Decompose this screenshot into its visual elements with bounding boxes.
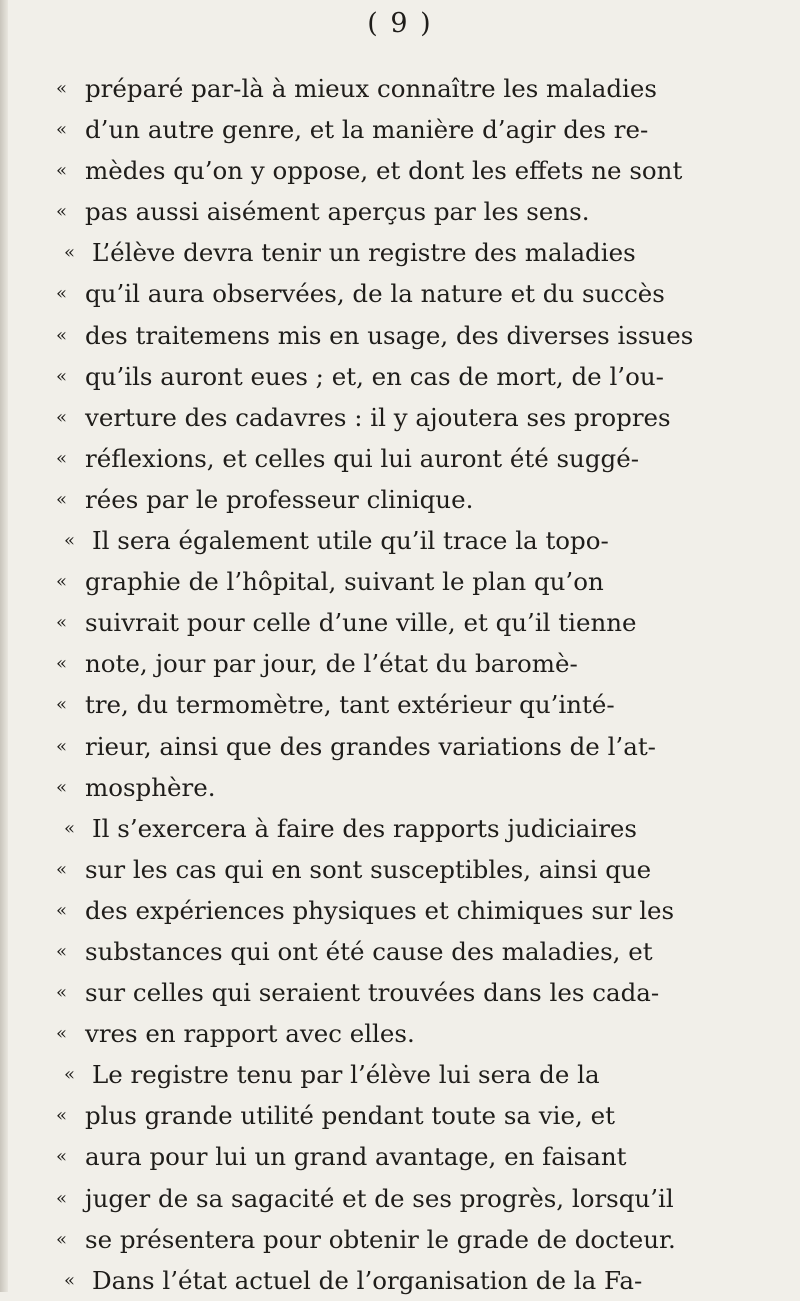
guillemet-marker: « xyxy=(56,201,68,223)
guillemet-marker: « xyxy=(56,78,68,99)
text-line xyxy=(56,972,780,1013)
guillemet-marker: « xyxy=(56,160,68,182)
line-text: rées par le professeur clinique. xyxy=(85,484,474,514)
text-line xyxy=(56,1219,780,1260)
text-line xyxy=(56,808,780,849)
guillemet-marker: « xyxy=(56,1105,68,1127)
line-text: mèdes qu’on y oppose, et dont les effets ne sont xyxy=(85,156,683,186)
line-text: note, jour par jour, de l’état du baromè- xyxy=(85,649,578,679)
line-text: pas aussi aisément aperçus par les sens. xyxy=(85,197,590,227)
line-text: L’élève devra tenir un registre des maladies xyxy=(92,238,636,268)
text-line xyxy=(56,191,780,232)
guillemet-marker: « xyxy=(56,940,68,962)
guillemet-marker: « xyxy=(56,694,68,716)
text-line xyxy=(56,602,780,643)
text-line xyxy=(56,849,780,890)
line-text: d’un autre genre, et la manière d’agir des re- xyxy=(85,115,649,145)
line-text: graphie de l’hôpital, suivant le plan qu’on xyxy=(85,567,604,597)
line-text: préparé par-là à mieux connaître les maladies xyxy=(85,74,657,103)
text-line xyxy=(56,1054,780,1095)
guillemet-marker: « xyxy=(56,1228,68,1250)
text-line xyxy=(56,273,780,314)
text-line xyxy=(56,1260,780,1301)
page-binding-edge xyxy=(0,0,8,1292)
line-text: qu’ils auront eues ; et, en cas de mort, de l’ou- xyxy=(85,361,664,391)
text-line xyxy=(56,150,780,191)
guillemet-marker: « xyxy=(64,817,76,839)
guillemet-marker: « xyxy=(64,1064,76,1086)
guillemet-marker: « xyxy=(56,735,68,757)
guillemet-marker: « xyxy=(56,982,68,1004)
guillemet-marker: « xyxy=(64,530,76,552)
text-line xyxy=(56,767,780,808)
line-text: substances qui ont été cause des maladies, et xyxy=(85,936,653,966)
guillemet-marker: « xyxy=(64,1269,76,1291)
guillemet-marker: « xyxy=(56,1146,68,1168)
line-text: se présentera pour obtenir le grade de docteur. xyxy=(85,1224,676,1254)
guillemet-marker: « xyxy=(56,324,68,346)
line-text: verture des cadavres : il y ajoutera ses propres xyxy=(85,402,671,432)
line-text: qu’il aura observées, de la nature et du succès xyxy=(85,279,665,309)
guillemet-marker: « xyxy=(64,242,76,264)
text-line xyxy=(56,68,780,109)
line-text: des traitemens mis en usage, des diverses issues xyxy=(85,320,694,350)
page-number: ( 9 ) xyxy=(367,8,433,39)
guillemet-marker: « xyxy=(56,119,68,141)
text-line xyxy=(56,1013,780,1054)
text-line xyxy=(56,1178,780,1219)
text-line xyxy=(56,232,780,273)
line-text: Il sera également utile qu’il trace la topo- xyxy=(92,526,609,556)
guillemet-marker: « xyxy=(56,653,68,675)
line-text: rieur, ainsi que des grandes variations de l’at- xyxy=(85,731,656,761)
text-line xyxy=(56,561,780,602)
line-text: sur les cas qui en sont susceptibles, ainsi que xyxy=(85,854,652,884)
line-text: plus grande utilité pendant toute sa vie, et xyxy=(85,1101,615,1131)
text-line xyxy=(56,397,780,438)
text-line xyxy=(56,315,780,356)
body-text xyxy=(56,68,780,1301)
text-line xyxy=(56,356,780,397)
guillemet-marker: « xyxy=(56,1023,68,1045)
text-line xyxy=(56,931,780,972)
line-text: tre, du termomètre, tant extérieur qu’inté- xyxy=(85,690,615,720)
guillemet-marker: « xyxy=(56,858,68,880)
guillemet-marker: « xyxy=(56,283,68,305)
guillemet-marker: « xyxy=(56,571,68,593)
text-line xyxy=(56,1095,780,1136)
line-text: des expériences physiques et chimiques sur les xyxy=(85,895,675,925)
guillemet-marker: « xyxy=(56,899,68,921)
guillemet-marker: « xyxy=(56,406,68,428)
line-text: aura pour lui un grand avantage, en faisant xyxy=(85,1142,627,1172)
text-line xyxy=(56,890,780,931)
line-text: suivrait pour celle d’une ville, et qu’il tienne xyxy=(85,608,637,638)
line-text: Dans l’état actuel de l’organisation de la Fa- xyxy=(92,1265,643,1295)
line-text: sur celles qui seraient trouvées dans les cada- xyxy=(85,978,660,1008)
line-text: réflexions, et celles qui lui auront été suggé- xyxy=(85,443,639,473)
guillemet-marker: « xyxy=(56,612,68,634)
text-line xyxy=(56,109,780,150)
guillemet-marker: « xyxy=(56,447,68,469)
line-text: mosphère. xyxy=(85,772,216,802)
text-line xyxy=(56,479,780,520)
line-text: vres en rapport avec elles. xyxy=(85,1019,415,1049)
text-line xyxy=(56,726,780,767)
text-line xyxy=(56,438,780,479)
line-text: Il s’exercera à faire des rapports judiciaires xyxy=(92,813,637,843)
guillemet-marker: « xyxy=(56,488,68,510)
guillemet-marker: « xyxy=(56,365,68,387)
text-line xyxy=(56,684,780,725)
text-line xyxy=(56,520,780,561)
guillemet-marker: « xyxy=(56,1187,68,1209)
guillemet-marker: « xyxy=(56,776,68,798)
text-line xyxy=(56,1136,780,1177)
line-text: Le registre tenu par l’élève lui sera de la xyxy=(92,1060,600,1090)
text-line xyxy=(56,643,780,684)
line-text: juger de sa sagacité et de ses progrès, lorsqu’il xyxy=(85,1183,674,1213)
